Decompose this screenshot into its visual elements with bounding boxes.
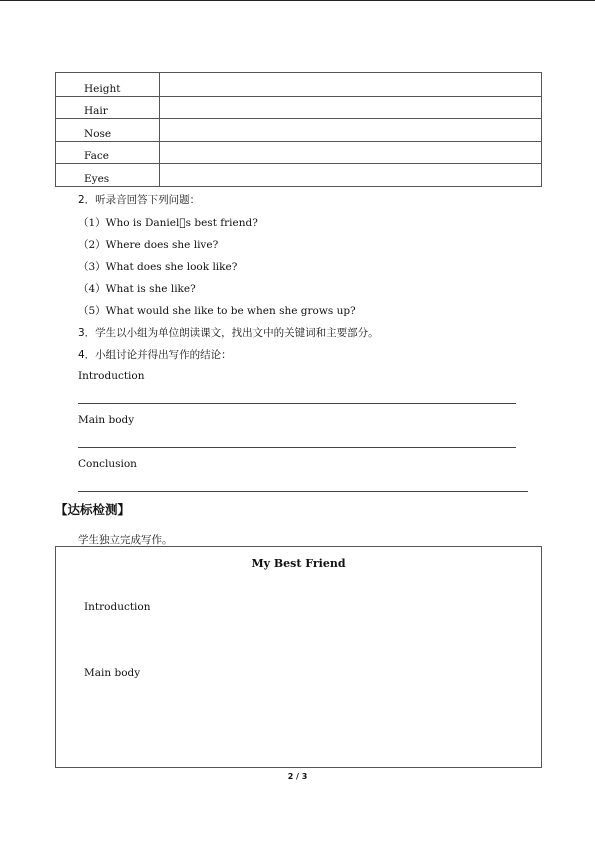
features-table (55, 72, 542, 187)
top-border-line (0, 0, 595, 1)
question-2: （2）Where does she live? (78, 239, 219, 251)
table-row (56, 96, 541, 119)
part-main-body: Main body (78, 414, 135, 426)
row-value-hair[interactable] (160, 97, 541, 119)
section-instruction: 学生独立完成写作。 (78, 534, 173, 546)
writing-label-main-body: Main body (84, 667, 141, 679)
table-row (56, 163, 541, 186)
row-label-face: Face (56, 142, 160, 164)
answer-line[interactable] (78, 403, 516, 404)
step4-heading: 4．小组讨论并得出写作的结论： (78, 349, 232, 361)
row-label-hair: Hair (56, 97, 160, 119)
writing-label-introduction: Introduction (84, 601, 151, 613)
part-conclusion: Conclusion (78, 458, 137, 470)
writing-box-title: My Best Friend (251, 557, 346, 570)
step2-heading: 2．听录音回答下列问题： (78, 194, 201, 206)
page-number: 2 / 3 (287, 772, 308, 781)
question-1: （1）Who is Daniel s best friend? (78, 217, 258, 229)
row-label-nose: Nose (56, 119, 160, 141)
row-value-nose[interactable] (160, 119, 541, 141)
table-row (56, 141, 541, 164)
question-3: （3）What does she look like? (78, 261, 238, 273)
step3-text: 3．学生以小组为单位朗读课文，找出文中的关键词和主要部分。 (78, 327, 379, 339)
table-row (56, 118, 541, 141)
section-heading: 【达标检测】 (55, 502, 131, 517)
row-value-height[interactable] (160, 73, 541, 96)
question-5: （5）What would she like to be when she grows up? (78, 305, 356, 317)
row-label-height: Height (56, 73, 160, 96)
writing-box[interactable] (55, 546, 542, 768)
row-value-face[interactable] (160, 142, 541, 164)
answer-line[interactable] (78, 447, 516, 448)
question-4: （4）What is she like? (78, 283, 196, 295)
answer-line[interactable] (78, 491, 528, 492)
row-label-eyes: Eyes (56, 164, 160, 186)
row-value-eyes[interactable] (160, 164, 541, 186)
part-introduction: Introduction (78, 370, 145, 382)
table-row (56, 73, 541, 96)
